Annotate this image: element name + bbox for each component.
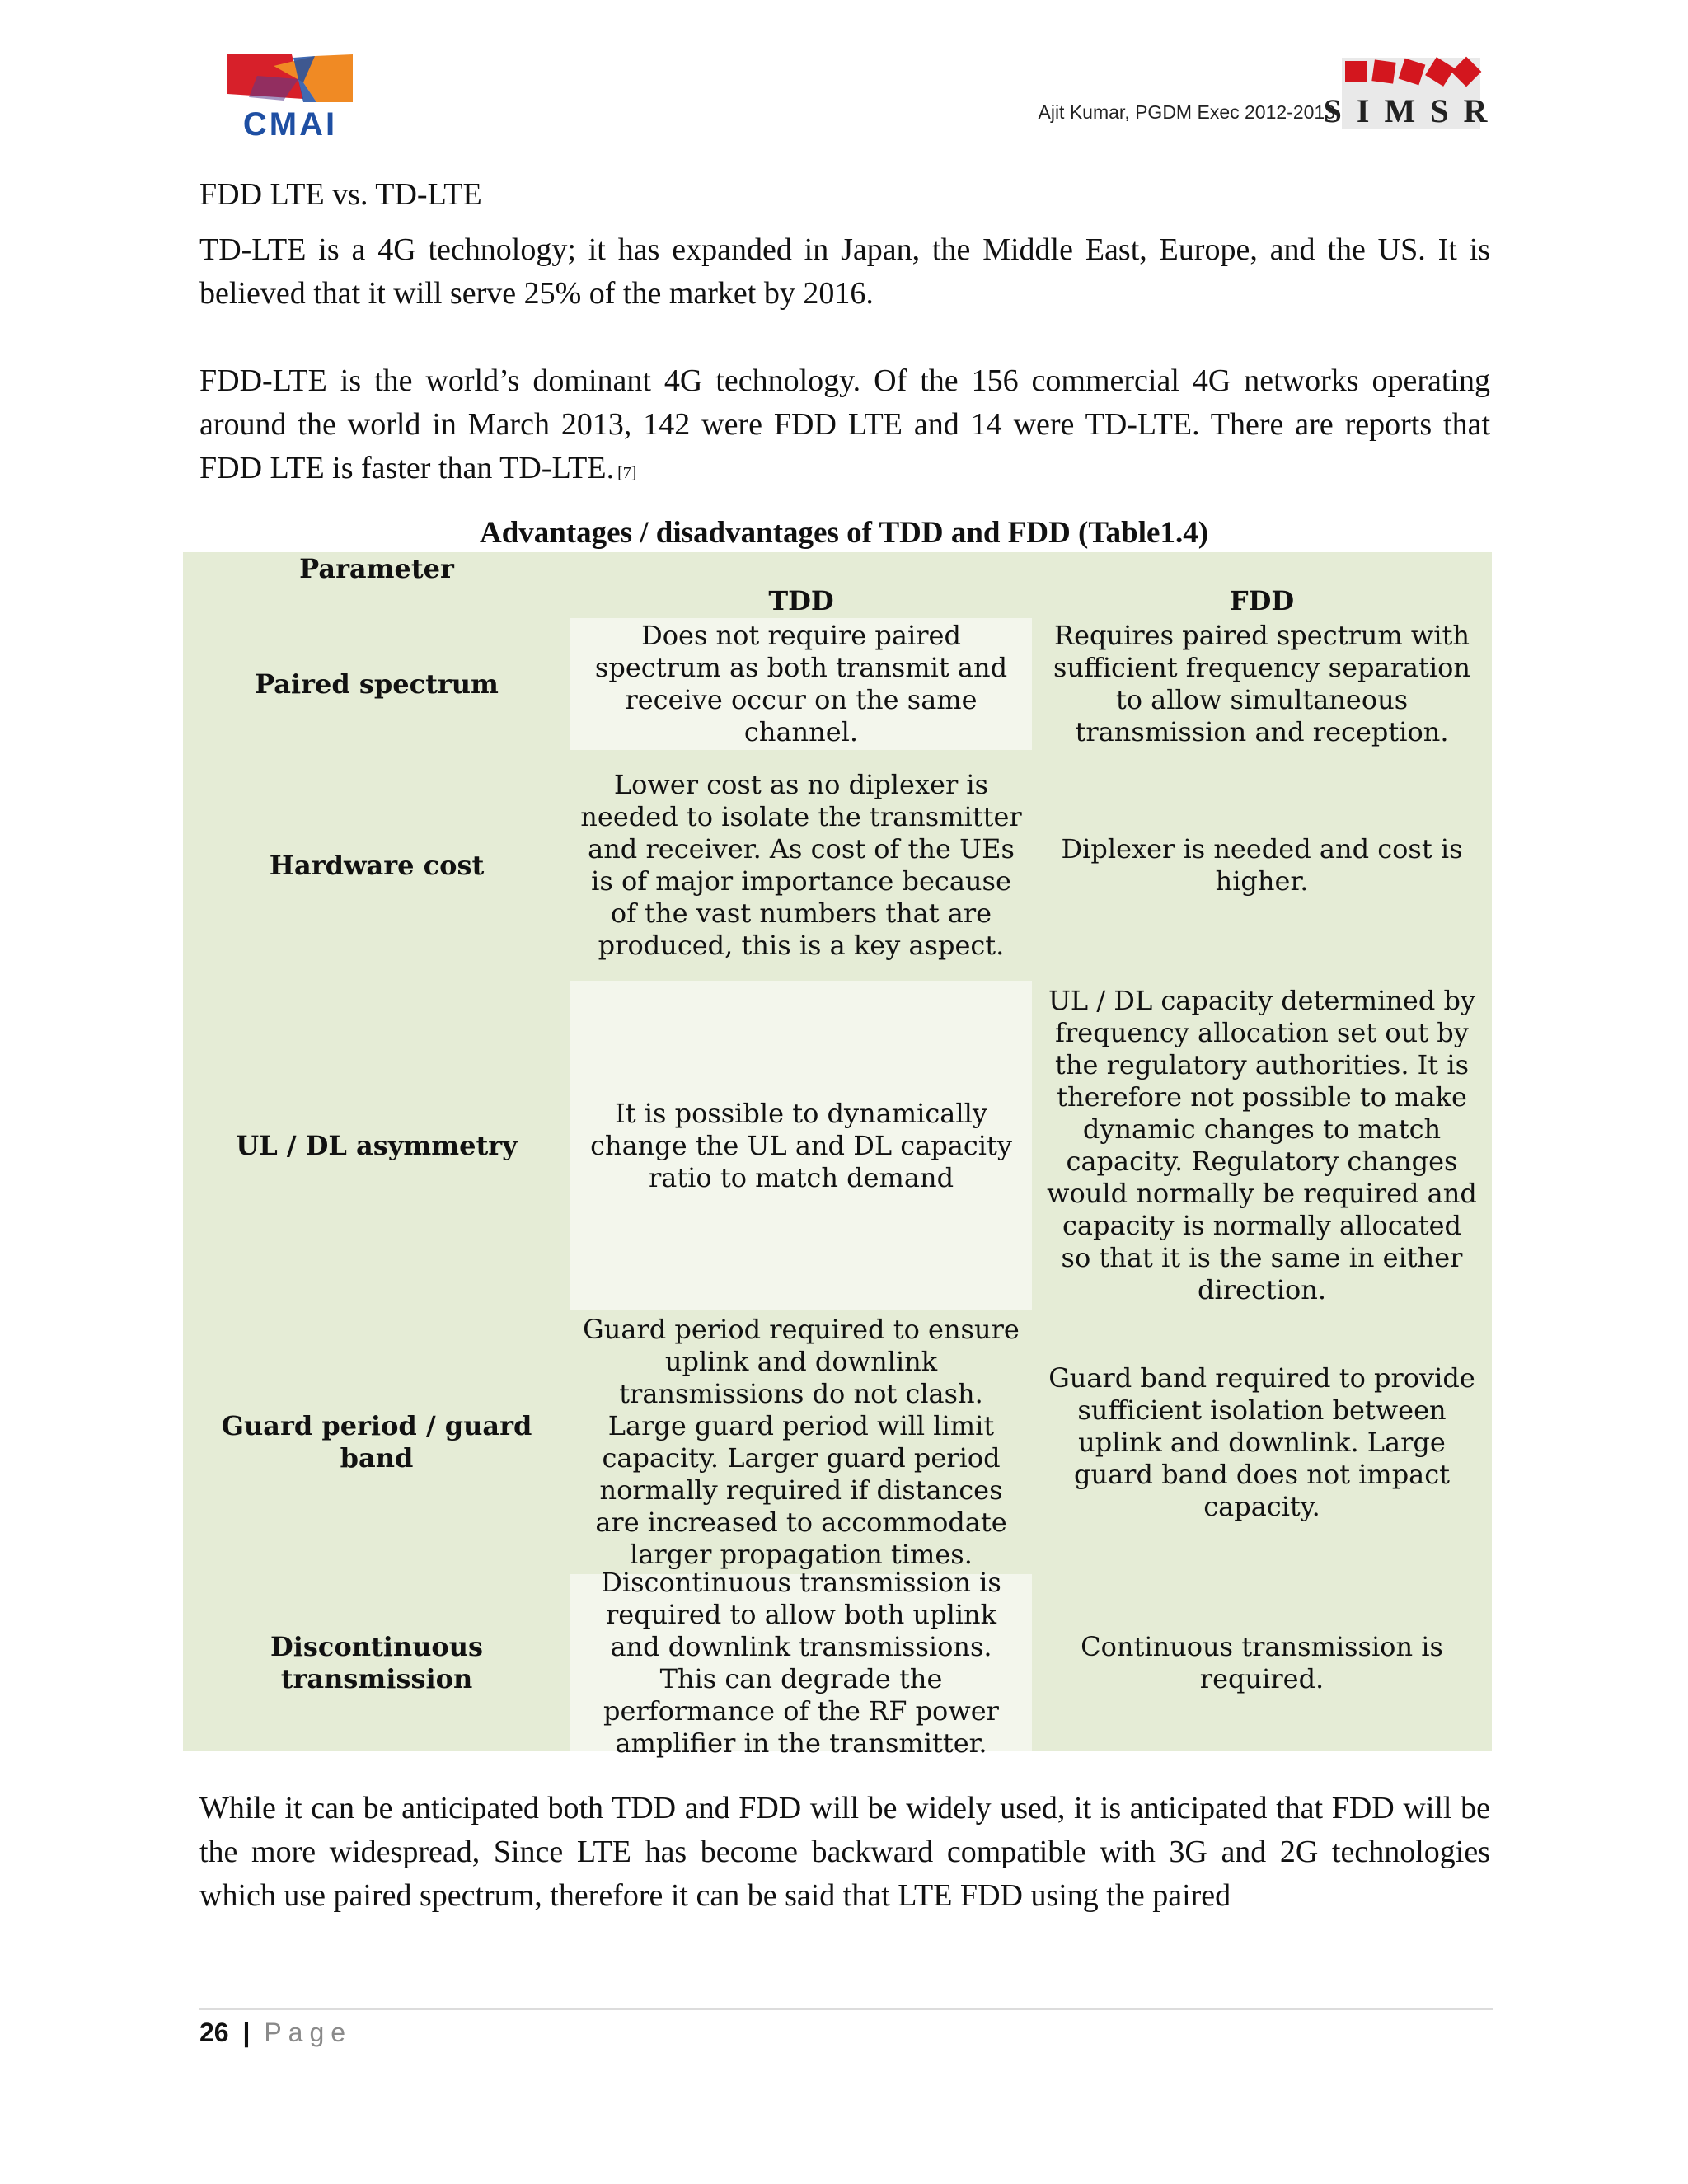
page-number: 26: [199, 2018, 229, 2047]
paragraph-conclusion: While it can be anticipated both TDD and FDD will be widely used, it is anticipated that FDD will be the more widespread, Since LTE has become backward compatible with 3G and 2G technologies which use paired spectrum, therefore it can be said that LTE FDD using the paired: [199, 1791, 1490, 1913]
row-param-hardware-cost: Hardware cost: [269, 849, 485, 881]
simsr-logo: [1323, 51, 1503, 134]
page-footer: [199, 2018, 352, 2048]
cmai-logo: [224, 51, 356, 143]
table-caption: Advantages / disadvantages of TDD and FDD (Table1.4): [479, 516, 1209, 550]
paragraph-fdd-lte-text: FDD-LTE is the world’s dominant 4G technology. Of the 156 commercial 4G networks operating around the world in March 2013, 142 were FDD LTE and 14 were TD-LTE. There are reports that FDD LTE is faster than TD-LTE.: [199, 363, 1490, 485]
footer-divider: [199, 2008, 1493, 2010]
row-param-paired-spectrum: Paired spectrum: [255, 668, 499, 700]
row-tdd-guard-period: Guard period required to ensure uplink and downlink transmissions do not clash. Large guard period will limit capacity. Larger guard period normally required if distances are increased to accommodate larger propagation times.: [583, 1314, 1020, 1570]
paragraph-fdd-lte: [199, 359, 1490, 495]
citation-ref: [7]: [617, 464, 637, 482]
header-parameter: Parameter: [299, 553, 454, 584]
row-fdd-discontinuous-transmission: Continuous transmission is required.: [1081, 1630, 1443, 1694]
simsr-logo-text: SIMSR: [1323, 92, 1503, 129]
row-tdd-ul-dl-asymmetry: It is possible to dynamically change the UL and DL capacity ratio to match demand: [570, 981, 1032, 1310]
row-param-discontinuous-transmission: Discontinuous transmission: [270, 1630, 484, 1694]
row-tdd-discontinuous-transmission: Discontinuous transmission is required to allow both uplink and downlink transmissions. This can degrade the performance of the RF power amplifier in the transmitter.: [570, 1574, 1032, 1751]
comparison-table: [183, 552, 1492, 1759]
header-fdd: FDD: [1229, 585, 1295, 616]
cmai-logo-text: CMAI: [242, 106, 338, 143]
page-label: Page: [264, 2018, 353, 2047]
header-tdd: TDD: [768, 585, 834, 616]
row-tdd-hardware-cost: Lower cost as no diplexer is needed to isolate the transmitter and receiver. As cost of the UEs is of major importance because of the vast numbers that are produced, this is a key aspect.: [580, 769, 1022, 961]
header-author: Ajit Kumar, PGDM Exec 2012-2013: [1038, 101, 1335, 123]
row-fdd-hardware-cost: Diplexer is needed and cost is higher.: [1061, 833, 1463, 897]
row-param-ul-dl-asymmetry: UL / DL asymmetry: [236, 1129, 518, 1161]
section-heading: FDD LTE vs. TD-LTE: [199, 177, 482, 212]
row-fdd-paired-spectrum: Requires paired spectrum with sufficient frequency separation to allow simultaneous transmission and reception.: [1053, 620, 1470, 748]
paragraph-td-lte: TD-LTE is a 4G technology; it has expanded in Japan, the Middle East, Europe, and the US. It is believed that it will serve 25% of the market by 2016.: [199, 232, 1490, 311]
row-fdd-guard-period: Guard band required to provide sufficient isolation between uplink and downlink. Large guard band does not impact capacity.: [1048, 1361, 1475, 1522]
row-param-guard-period: Guard period / guard band: [221, 1410, 532, 1474]
row-fdd-ul-dl-asymmetry: UL / DL capacity determined by frequency allocation set out by the regulatory authorities. It is therefore not possible to make dynamic changes to match capacity. Regulatory changes would normally be required and capacity is normally allocated so that it is the same in either direction.: [1047, 985, 1477, 1305]
footer-separator: |: [242, 2018, 251, 2047]
row-tdd-paired-spectrum: Does not require paired spectrum as both transmit and receive occur on the same channel.: [570, 618, 1032, 750]
